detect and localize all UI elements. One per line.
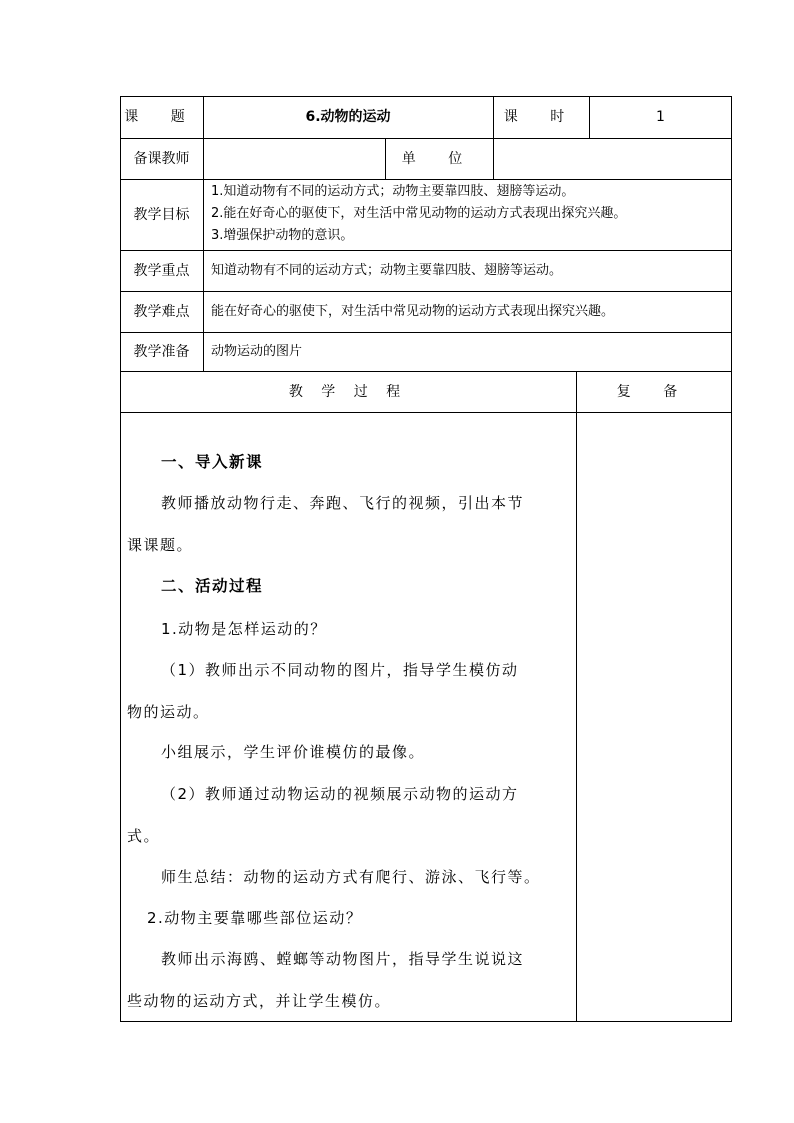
prep-label: 教学准备: [133, 343, 190, 360]
paragraph-line: 课课题。: [127, 536, 194, 554]
paragraph-line: 小组展示，学生评价谁模仿的最像。: [161, 743, 426, 761]
section-heading: 一、导入新课: [161, 453, 264, 471]
difficulty-label: 教学难点: [133, 303, 190, 320]
prep-value: 动物运动的图片: [211, 344, 303, 359]
goals-label: 教学目标: [133, 206, 190, 223]
section-heading: 二、活动过程: [161, 577, 264, 595]
teacher-value[interactable]: [203, 138, 385, 179]
paragraph-line: 些动物的运动方式，并让学生模仿。: [127, 992, 392, 1010]
goals-list: [211, 181, 626, 247]
process-title: 教 学 过 程: [288, 383, 408, 400]
sub-heading: 2.动物主要靠哪些部位运动？: [147, 909, 363, 927]
goal-item: 2.能在好奇心的驱使下，对生活中常见动物的运动方式表现出探究兴趣。: [211, 206, 627, 221]
unit-label: 单 位: [401, 150, 477, 167]
goal-item: 3.增强保护动物的意识。: [211, 228, 354, 243]
topic-value: 6.动物的运动: [305, 109, 391, 125]
row-divider: [120, 179, 732, 180]
unit-value[interactable]: [493, 138, 732, 179]
paragraph-line: 式。: [127, 827, 161, 845]
difficulty-value: 能在好奇心的驱使下，对生活中常见动物的运动方式表现出探究兴趣。: [211, 304, 615, 319]
paragraph-line: 师生总结：动物的运动方式有爬行、游泳、飞行等。: [161, 868, 541, 886]
goal-item: 1.知道动物有不同的运动方式；动物主要靠四肢、翅膀等运动。: [211, 184, 575, 199]
notes-title: 复 备: [616, 383, 692, 400]
sub-heading: 1.动物是怎样运动的？: [161, 620, 327, 638]
period-label: 课 时: [503, 109, 579, 125]
period-value: 1: [656, 109, 665, 125]
paragraph-line: （1）教师出示不同动物的图片，指导学生模仿动: [161, 661, 519, 679]
paragraph-line: 物的运动。: [127, 703, 210, 721]
paragraph-line: 教师出示海鸥、螳螂等动物图片，指导学生说说这: [161, 950, 525, 968]
key-value: 知道动物有不同的运动方式；动物主要靠四肢、翅膀等运动。: [211, 263, 563, 278]
teacher-label: 备课教师: [133, 150, 190, 167]
topic-label: 课 题: [124, 109, 199, 125]
key-label: 教学重点: [133, 262, 190, 279]
notes-area[interactable]: [577, 413, 731, 1021]
paragraph-line: （2）教师通过动物运动的视频展示动物的运动方: [161, 785, 519, 803]
paragraph-line: 教师播放动物行走、奔跑、飞行的视频，引出本节: [161, 494, 525, 512]
